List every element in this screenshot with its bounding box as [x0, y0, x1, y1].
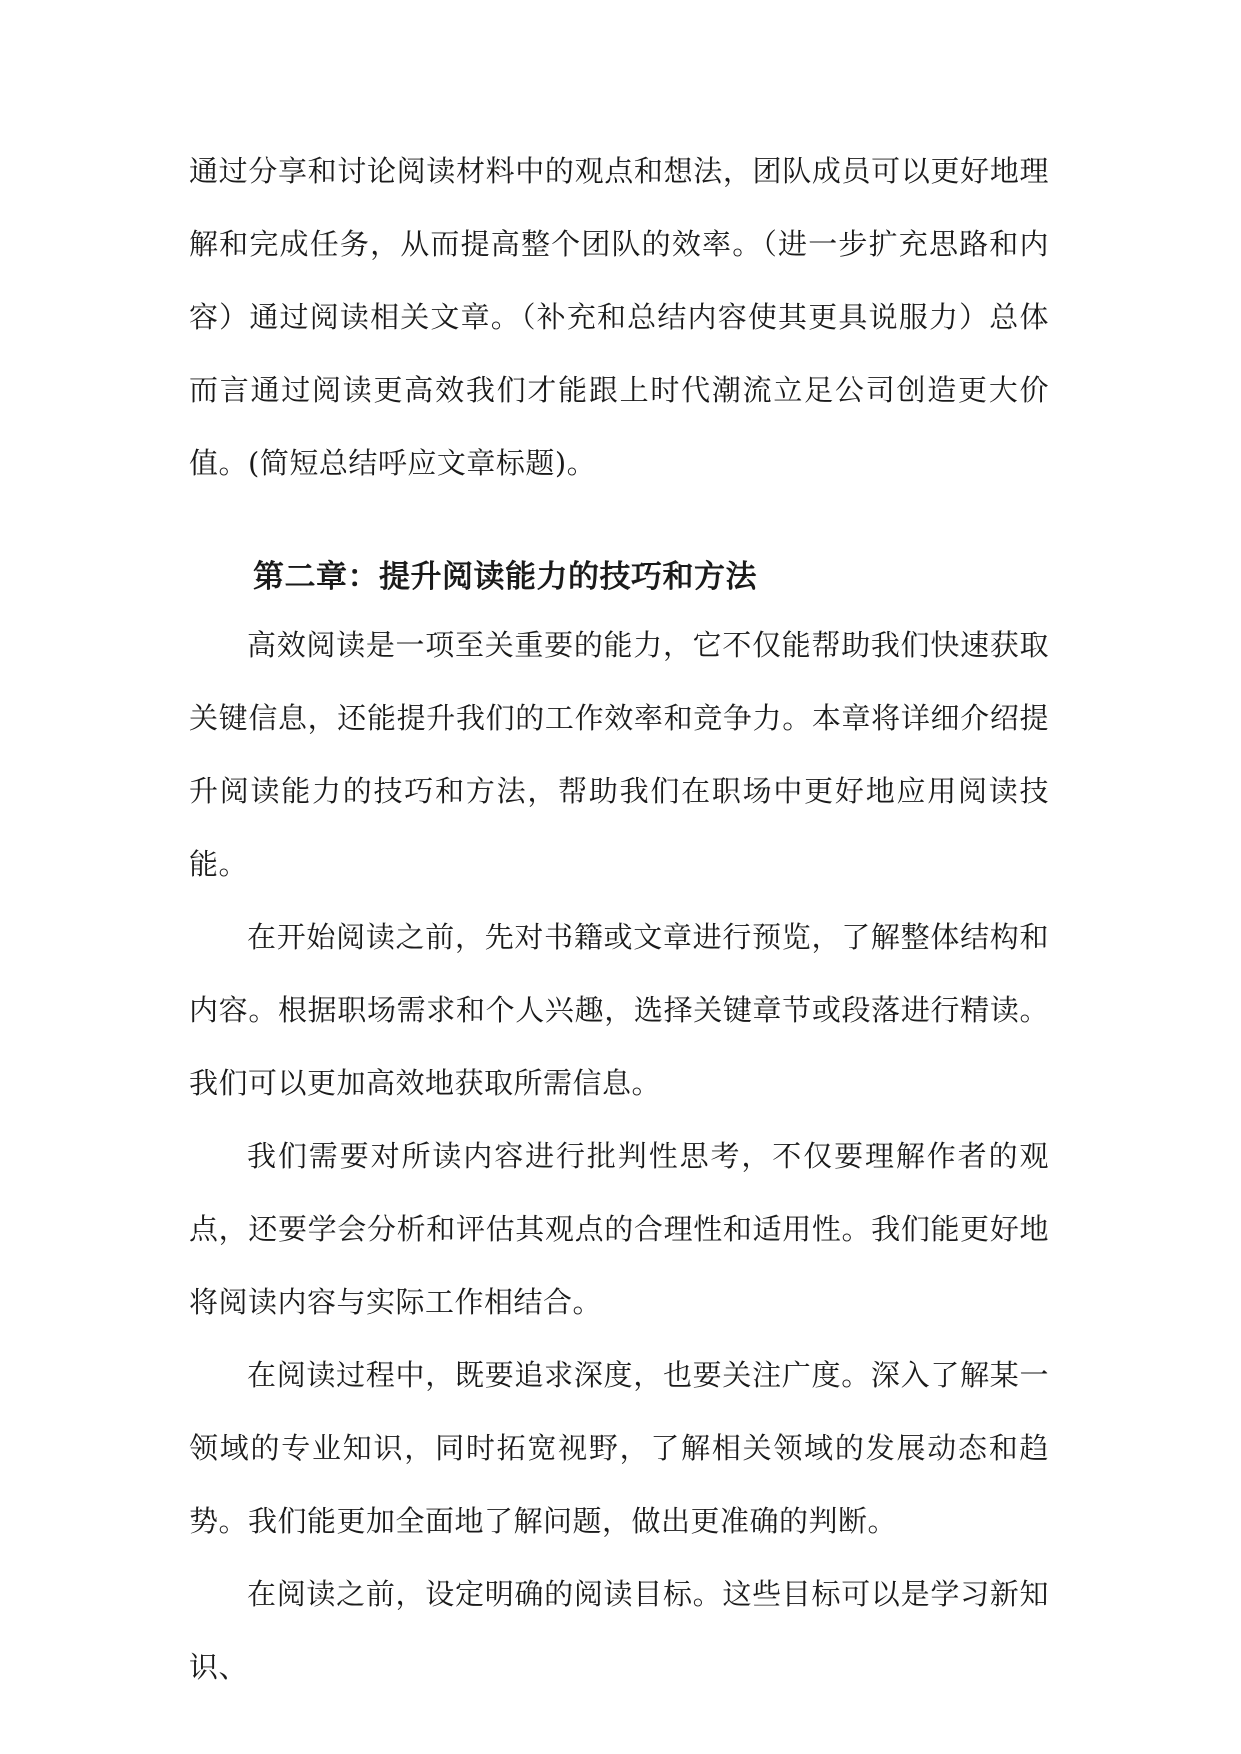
paragraph-1: 高效阅读是一项至关重要的能力，它不仅能帮助我们快速获取关键信息，还能提升我们的工作效率和竞争力。本章将详细介绍提升阅读能力的技巧和方法，帮助我们在职场中更好地应用阅读技能。	[189, 628, 1049, 881]
paragraph-4: 在阅读过程中，既要追求深度，也要关注广度。深入了解某一领域的专业知识，同时拓宽视野，了解相关领域的发展动态和趋势。我们能更加全面地了解问题，做出更准确的判断。	[189, 1358, 1049, 1538]
page-content	[189, 135, 1049, 1704]
chapter-heading: 第二章：提升阅读能力的技巧和方法	[253, 559, 757, 595]
paragraph-2: 在开始阅读之前，先对书籍或文章进行预览，了解整体结构和内容。根据职场需求和个人兴趣，选择关键章节或段落进行精读。我们可以更加高效地获取所需信息。	[189, 920, 1049, 1100]
paragraph-continuation: 通过分享和讨论阅读材料中的观点和想法，团队成员可以更好地理解和完成任务，从而提高整个团队的效率。（进一步扩充思路和内容）通过阅读相关文章。（补充和总结内容使其更具说服力）总体而言通过阅读更高效我们才能跟上时代潮流立足公司创造更大价值。(简短总结呼应文章标题)。	[189, 154, 1049, 480]
paragraph-3: 我们需要对所读内容进行批判性思考，不仅要理解作者的观点，还要学会分析和评估其观点的合理性和适用性。我们能更好地将阅读内容与实际工作相结合。	[189, 1139, 1049, 1319]
paragraph-5: 在阅读之前，设定明确的阅读目标。这些目标可以是学习新知识、	[189, 1577, 1049, 1684]
